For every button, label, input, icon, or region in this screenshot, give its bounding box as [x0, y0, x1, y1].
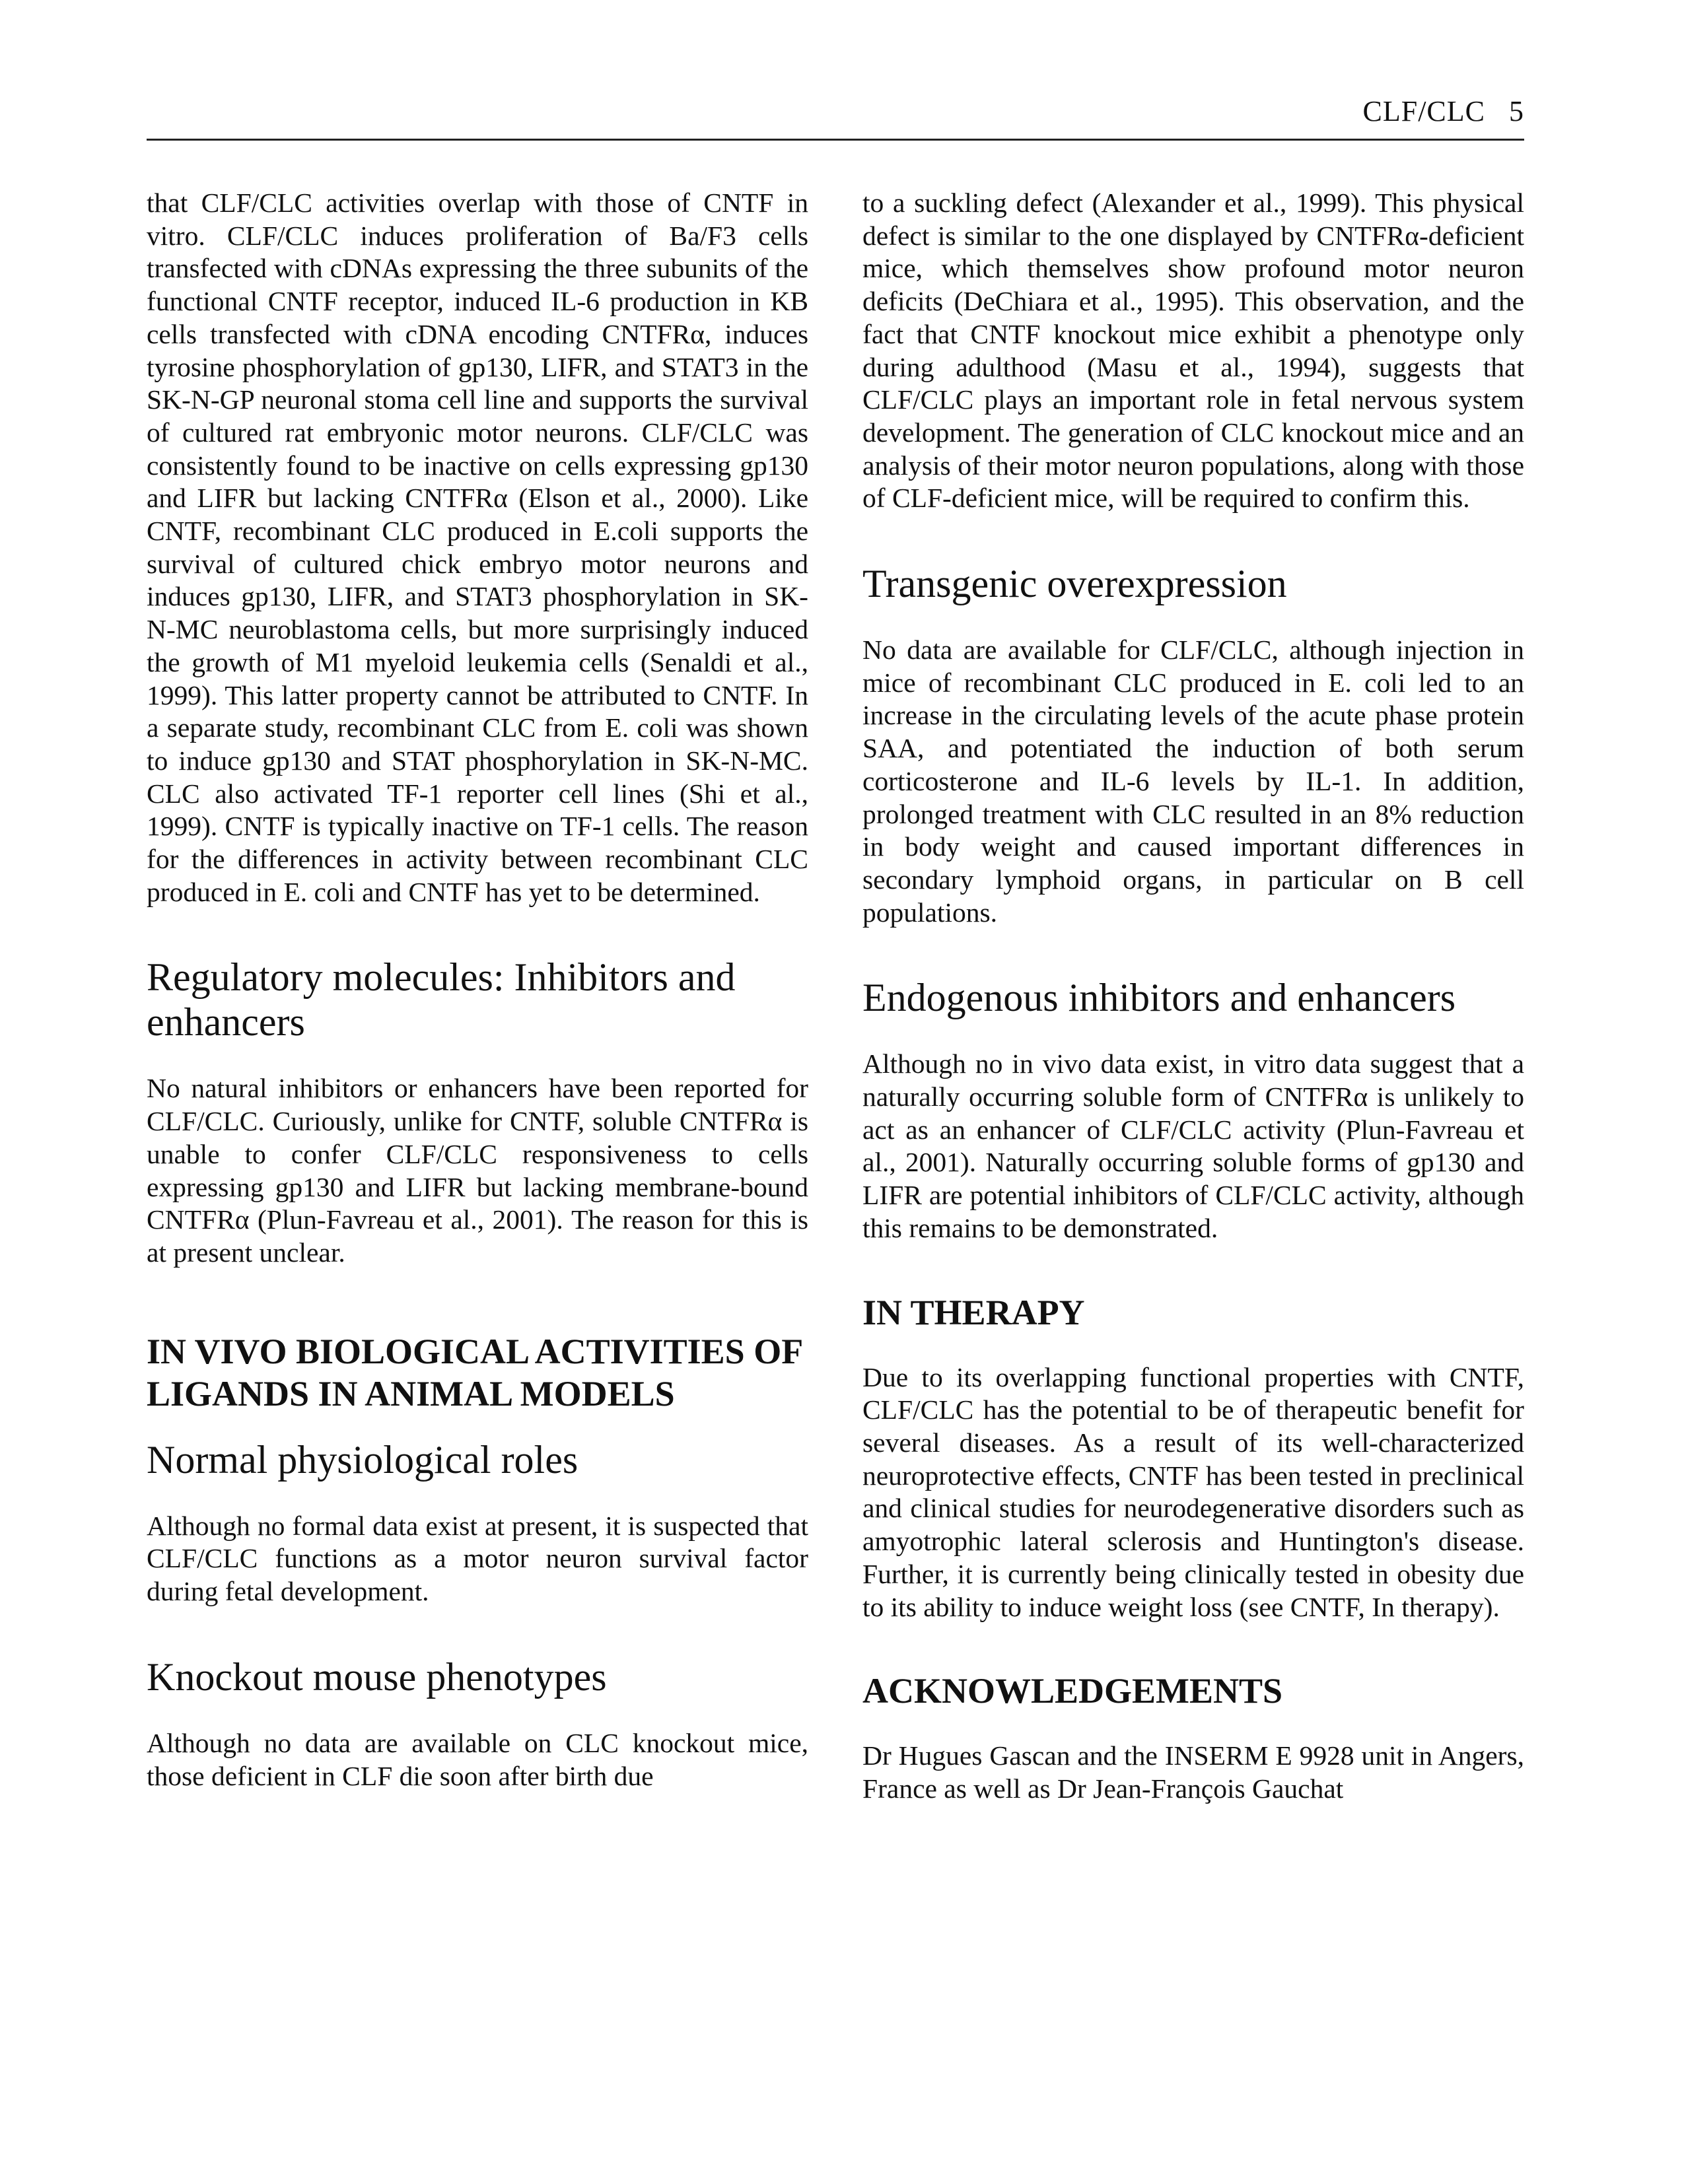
left-column [147, 187, 808, 1792]
running-title: CLF/CLC [1362, 95, 1485, 127]
therapy-paragraph: Due to its overlapping functional properties with CNTF, CLF/CLC has the potential to be of therapeutic benefit for several diseases. As a result of its well-characterized neuroprotective effects, CNTF has been tested in preclinical and clinical studies for neurodegenerative disorders such as amyotrophic lateral sclerosis and Huntington's disease. Further, it is currently being clinically tested in obesity due to its ability to induce weight loss (see CNTF, In therapy). [862, 1361, 1524, 1622]
therapy-heading: IN THERAPY [862, 1292, 1085, 1332]
right-column [862, 187, 1524, 1806]
acknowledgements-heading: ACKNOWLEDGEMENTS [862, 1671, 1283, 1711]
acknowledgements-paragraph: Dr Hugues Gascan and the INSERM E 9928 unit in Angers, France as well as Dr Jean-François Gauchat [862, 1740, 1524, 1804]
normal-roles-heading: Normal physiological roles [147, 1437, 579, 1482]
normal-roles-paragraph: Although no formal data exist at present, it is suspected that CLF/CLC functions as a motor neuron survival factor during fetal development. [147, 1510, 808, 1607]
transgenic-heading: Transgenic overexpression [862, 562, 1287, 606]
endogenous-heading: Endogenous inhibitors and enhancers [862, 976, 1456, 1020]
endogenous-paragraph: Although no in vivo data exist, in vitro data suggest that a naturally occurring soluble form of CNTFRα is unlikely to act as an enhancer of CLF/CLC activity (Plun-Favreau et al., 2001). Naturally occurring soluble forms of gp130 and LIFR are potential inhibitors of CLF/CLC activity, although this remains to be demonstrated. [862, 1048, 1524, 1243]
regulatory-heading: Regulatory molecules: Inhibitors and enhancers [147, 955, 736, 1044]
page-number: 5 [1509, 95, 1524, 127]
page-header [147, 86, 1524, 141]
continued-paragraph: to a suckling defect (Alexander et al., 1999). This physical defect is similar to the one displayed by CNTFRα-deficient mice, which themselves show profound motor neuron deficits (DeChiara et al., 1995). This observation, and the fact that CNTF knockout mice exhibit a phenotype only during adulthood (Masu et al., 1994), suggests that CLF/CLC plays an important role in fetal nervous system development. The generation of CLC knockout mice and an analysis of their motor neuron populations, along with those of CLF-deficient mice, will be required to confirm this. [862, 188, 1524, 514]
in-vivo-heading: IN VIVO BIOLOGICAL ACTIVITIES OF LIGANDS IN ANIMAL MODELS [147, 1331, 802, 1414]
knockout-heading: Knockout mouse phenotypes [147, 1655, 607, 1699]
regulatory-paragraph: No natural inhibitors or enhancers have been reported for CLF/CLC. Curiously, unlike for CNTF, soluble CNTFRα is unable to confer CLF/CLC responsiveness to cells expressing gp130 and LIFR but lacking membrane-bound CNTFRα (Plun-Favreau et al., 2001). The reason for this is at present unclear. [147, 1073, 808, 1268]
knockout-paragraph: Although no data are available on CLC knockout mice, those deficient in CLF die soon after birth due [147, 1727, 808, 1791]
intro-paragraph: that CLF/CLC activities overlap with those of CNTF in vitro. CLF/CLC induces proliferation of Ba/F3 cells transfected with cDNAs expressing the three subunits of the functional CNTF receptor, induced IL-6 production in KB cells transfected with cDNA encoding CNTFRα, induces tyrosine phosphorylation of gp130, LIFR, and STAT3 in the SK-N-GP neuronal stoma cell line and supports the survival of cultured rat embryonic motor neurons. CLF/CLC was consistently found to be inactive on cells expressing gp130 and LIFR but lacking CNTFRα (Elson et al., 2000). Like CNTF, recombinant CLC produced in E.coli supports the survival of cultured chick embryo motor neurons and induces gp130, LIFR, and STAT3 phosphorylation in SK-N-MC neuroblastoma cells, but more surprisingly induced the growth of M1 myeloid leukemia cells (Senaldi et al., 1999). This latter property cannot be attributed to CNTF. In a separate study, recombinant CLC from E. coli was shown to induce gp130 and STAT phosphorylation in SK-N-MC. CLC also activated TF-1 reporter cell lines (Shi et al., 1999). CNTF is typically inactive on TF-1 cells. The reason for the differences in activity between recombinant CLC produced in E. coli and CNTF has yet to be determined. [147, 188, 808, 907]
transgenic-paragraph: No data are available for CLF/CLC, although injection in mice of recombinant CLC produced in E. coli led to an increase in the circulating levels of the acute phase protein SAA, and potentiated the induction of both serum corticosterone and IL-6 levels by IL-1. In addition, prolonged treatment with CLC resulted in an 8% reduction in body weight and caused important differences in secondary lymphoid organs, in particular on B cell populations. [862, 634, 1524, 928]
